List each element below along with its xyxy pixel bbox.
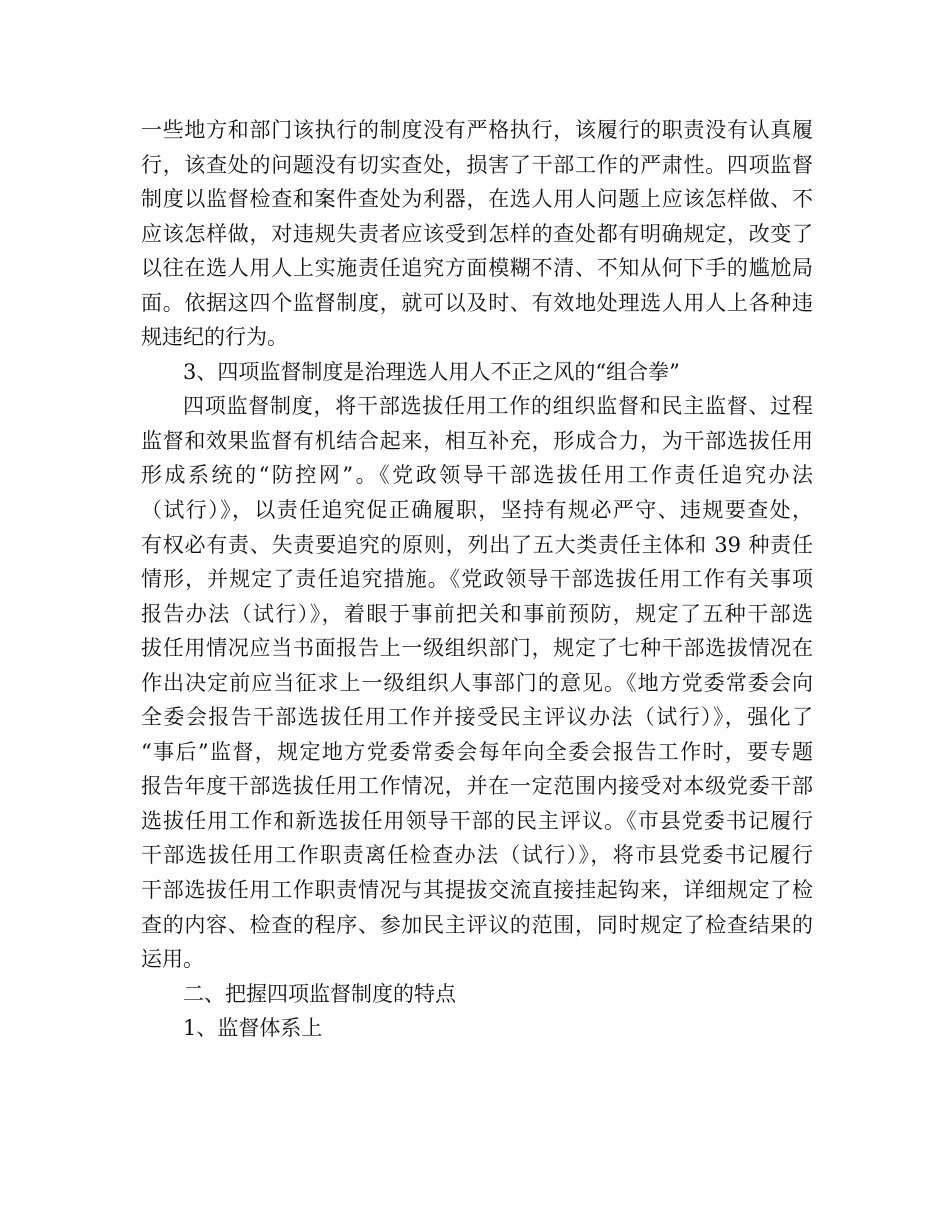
text-line: 报告年度干部选拔任用工作情况，并在一定范围内接受对本级党委干部 xyxy=(141,774,813,799)
text-line: 四项监督制度，将干部选拔任用工作的组织监督和民主监督、过程 xyxy=(183,394,813,419)
text-line: 拔任用情况应当书面报告上一级组织部门，规定了七种干部选拔情况在 xyxy=(141,636,813,661)
text-line: 作出决定前应当征求上一级组织人事部门的意见。《地方党委常委会向 xyxy=(141,670,813,695)
section-heading: 3、四项监督制度是治理选人用人不正之风的“组合拳” xyxy=(183,359,680,384)
text-line: “事后”监督，规定地方党委常委会每年向全委会报告工作时，要专题 xyxy=(141,739,813,764)
text-line: 情形，并规定了责任追究措施。《党政领导干部选拔任用工作有关事项 xyxy=(141,567,813,592)
section-heading: 二、把握四项监督制度的特点 xyxy=(183,981,456,1006)
text-line: 有权必有责、失责要追究的原则，列出了五大类责任主体和 39 种责任 xyxy=(141,532,813,557)
body-text xyxy=(141,113,813,1046)
text-line: 报告办法（试行）》，着眼于事前把关和事前预防，规定了五种干部选 xyxy=(141,601,813,626)
text-line: 干部选拔任用工作职责离任检查办法（试行）》，将市县党委书记履行 xyxy=(141,843,813,868)
text-line: 规违纪的行为。 xyxy=(141,325,288,350)
text-line: 一些地方和部门该执行的制度没有严格执行，该履行的职责没有认真履 xyxy=(141,118,813,142)
text-line: 制度以监督检查和案件查处为利器，在选人用人问题上应该怎样做、不 xyxy=(141,187,813,212)
text-line: 应该怎样做，对违规失责者应该受到怎样的查处都有明确规定，改变了 xyxy=(141,221,813,246)
text-line: 监督和效果监督有机结合起来，相互补充，形成合力，为干部选拔任用 xyxy=(141,428,813,453)
text-line: 运用。 xyxy=(141,947,204,972)
text-line: 选拔任用工作和新选拔任用领导干部的民主评议。《市县党委书记履行 xyxy=(141,808,813,833)
text-line: 面。依据这四个监督制度，就可以及时、有效地处理选人用人上各种违 xyxy=(141,290,813,315)
text-line: 查的内容、检查的程序、参加民主评议的范围，同时规定了检查结果的 xyxy=(141,912,813,937)
subsection-heading: 1、监督体系上 xyxy=(183,1016,323,1041)
text-line: 以往在选人用人上实施责任追究方面模糊不清、不知从何下手的尴尬局 xyxy=(141,256,813,281)
text-line: 干部选拔任用工作职责情况与其提拔交流直接挂起钩来，详细规定了检 xyxy=(141,878,813,903)
text-line: （试行）》，以责任追究促正确履职，坚持有规必严守、违规要查处， xyxy=(141,498,813,523)
text-line: 全委会报告干部选拔任用工作并接受民主评议办法（试行）》，强化了 xyxy=(141,705,813,730)
text-line: 行，该查处的问题没有切实查处，损害了干部工作的严肃性。四项监督 xyxy=(141,152,813,177)
text-line: 形成系统的“防控网”。《党政领导干部选拔任用工作责任追究办法 xyxy=(141,463,813,488)
